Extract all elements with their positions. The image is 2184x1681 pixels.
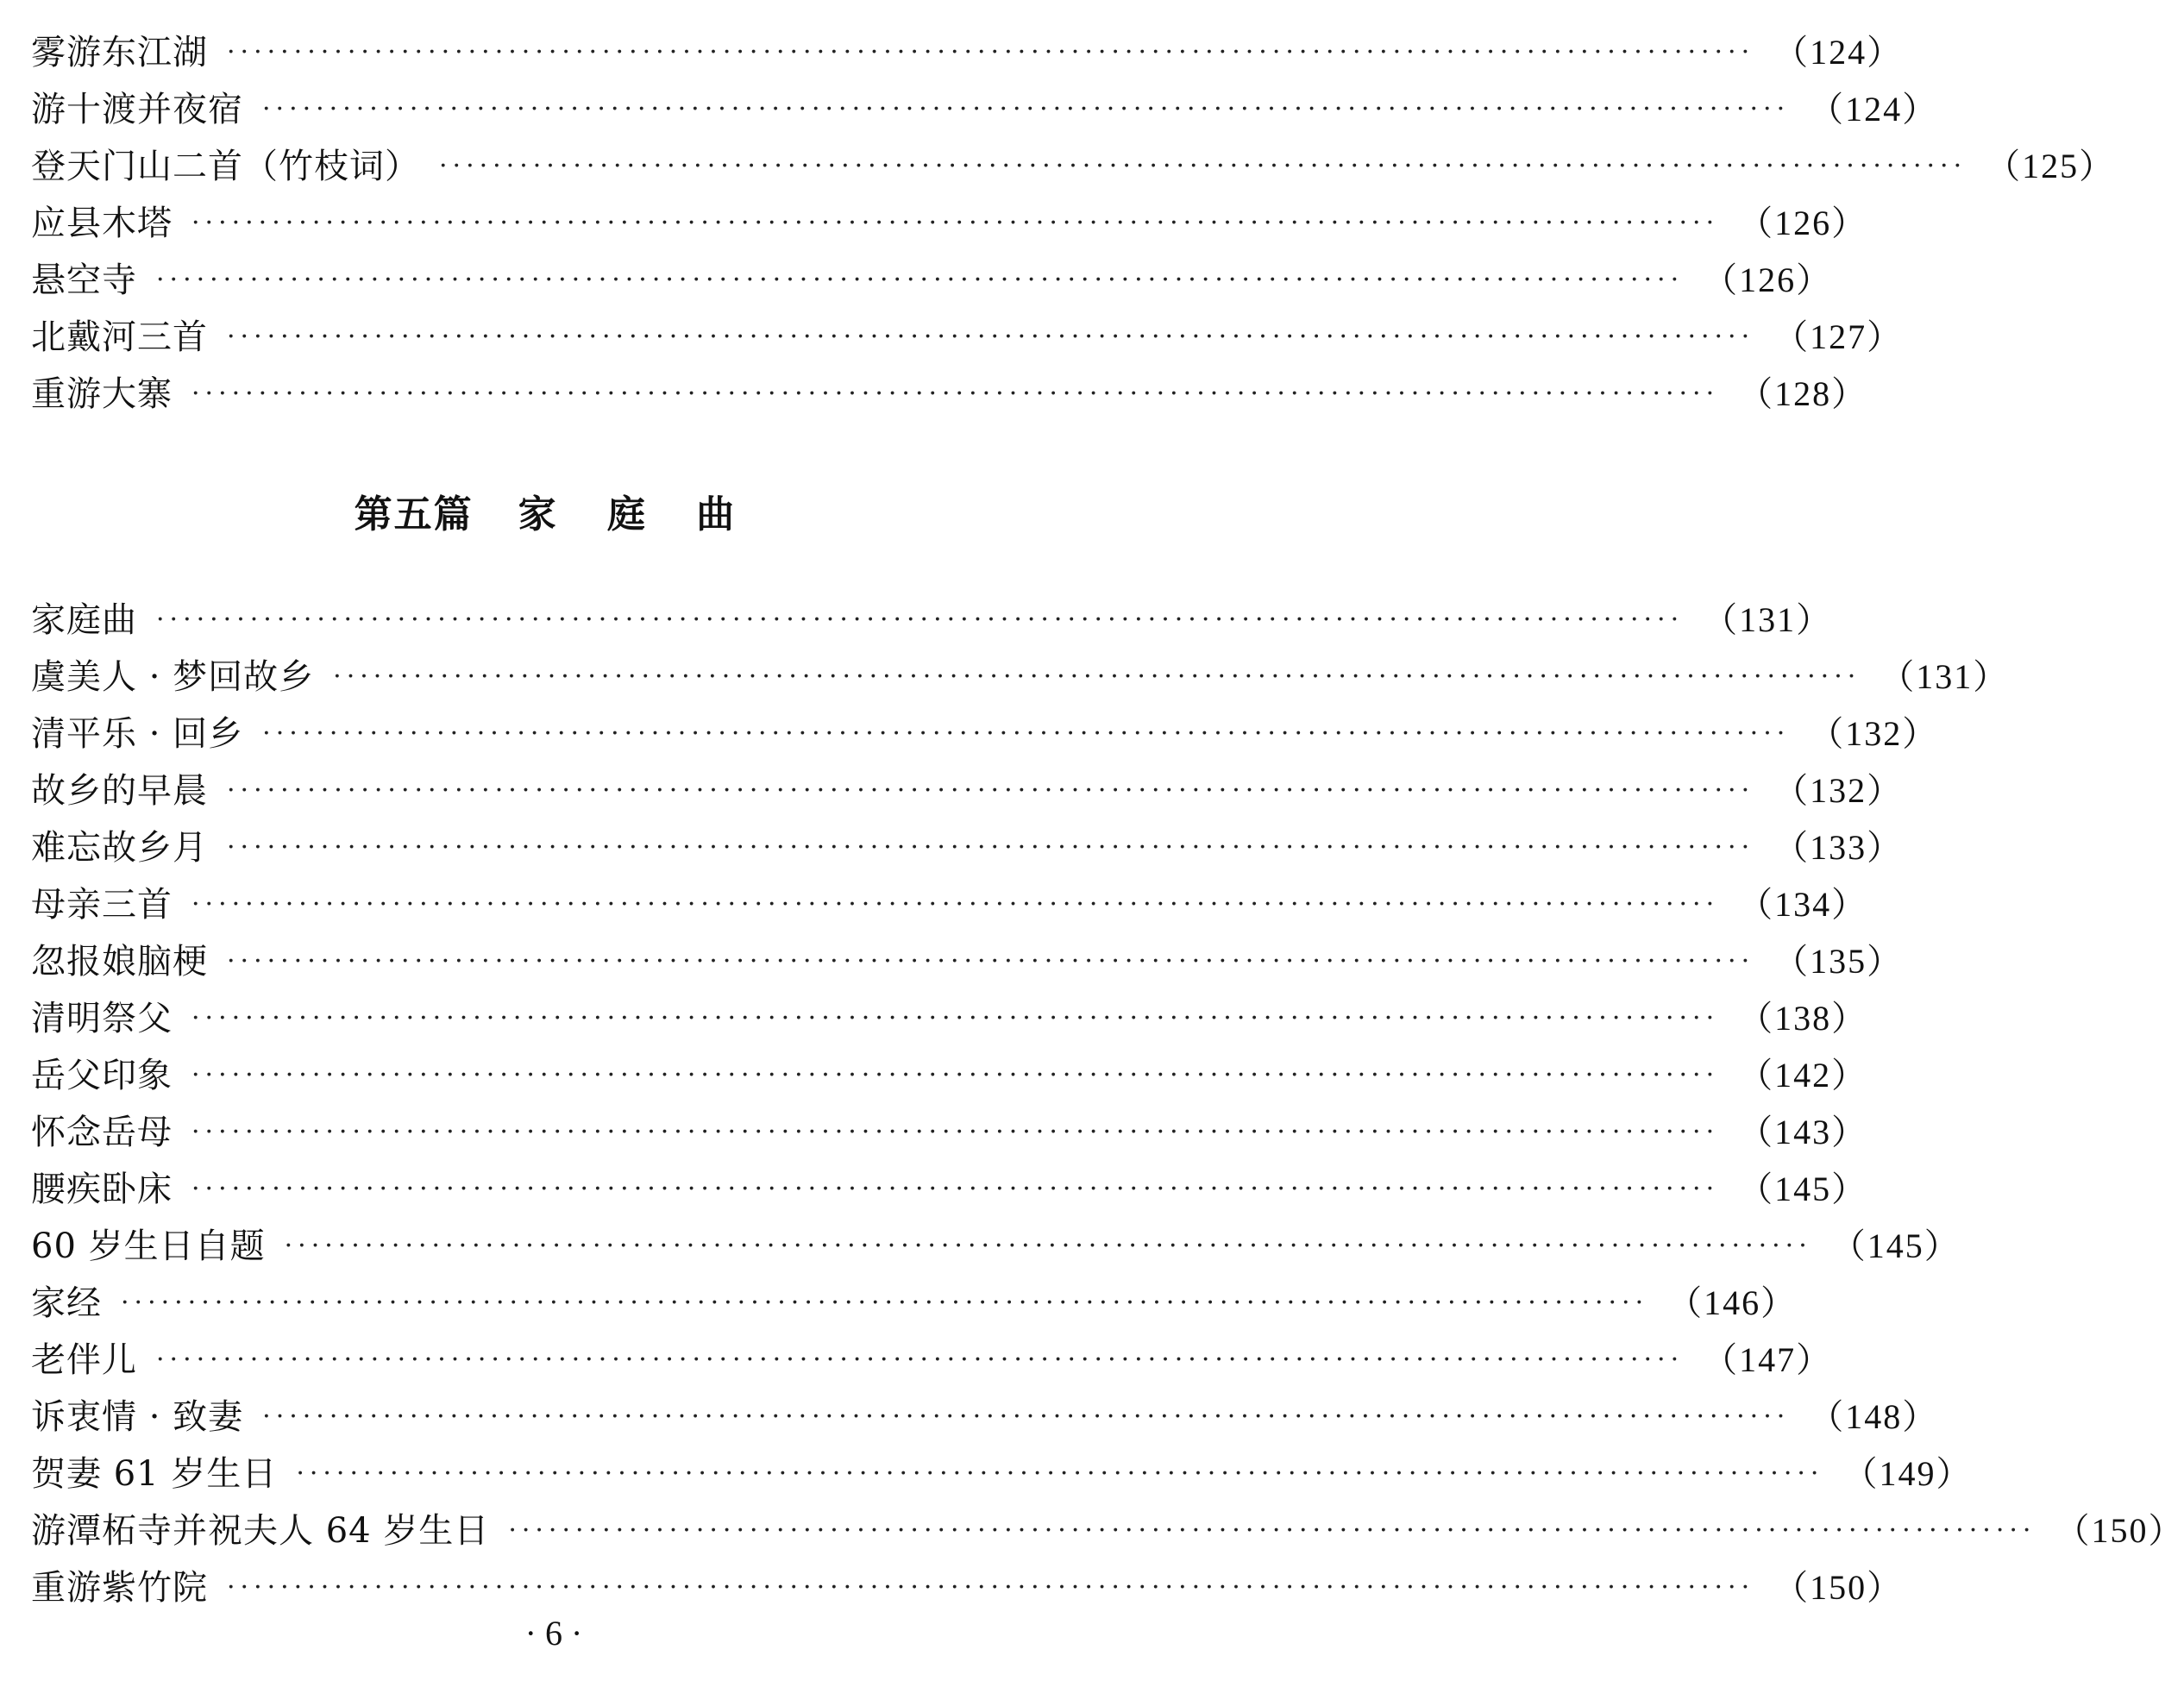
toc-entry[interactable] — [31, 1104, 1868, 1161]
entry-title: 游潭柘寺并祝夫人 64 岁生日 — [31, 1511, 490, 1551]
section-heading — [0, 483, 1108, 538]
dot-leader: ·················································································································· — [439, 151, 1967, 181]
dot-leader: ·················································································································· — [508, 1515, 2037, 1546]
dot-leader: ·················································································································· — [156, 605, 1685, 635]
toc-entry[interactable] — [31, 309, 1904, 366]
entry-title: 老伴儿 — [31, 1340, 137, 1380]
entry-page-number: （131） — [1703, 600, 1833, 639]
entry-page-number: （132） — [1773, 771, 1904, 810]
dot-leader: ·················································································································· — [191, 889, 1720, 919]
entry-page-number: （132） — [1809, 714, 1939, 753]
dot-leader: ·················································································································· — [191, 208, 1720, 238]
dot-leader: ·················································································································· — [191, 1003, 1720, 1033]
entry-title: 怀念岳母 — [31, 1113, 173, 1152]
entry-title: 腰疾卧床 — [31, 1170, 173, 1209]
dot-leader: ·················································································································· — [296, 1458, 1824, 1489]
entry-page-number: （124） — [1809, 90, 1939, 129]
toc-entry[interactable] — [31, 138, 2116, 195]
page-number: · 6 · — [524, 1614, 583, 1653]
entry-page-number: （147） — [1703, 1340, 1833, 1379]
dot-leader: ·················································································································· — [227, 322, 1755, 352]
entry-title: 诉衷情 · 致妻 — [31, 1397, 244, 1437]
toc-entry[interactable] — [31, 81, 1939, 138]
toc-entry[interactable] — [31, 762, 1904, 819]
dot-leader: ·················································································································· — [227, 946, 1755, 976]
entry-title: 虞美人 · 梦回故乡 — [31, 657, 315, 697]
toc-list-family-section — [31, 592, 2184, 1616]
entry-page-number: （124） — [1773, 33, 1904, 72]
dot-leader: ·················································································································· — [227, 832, 1755, 862]
entry-page-number: （126） — [1738, 204, 1868, 242]
toc-entry[interactable] — [31, 876, 1868, 933]
entry-page-number: （128） — [1738, 374, 1868, 413]
entry-title: 岳父印象 — [31, 1056, 173, 1095]
section-name: 家 庭 曲 — [518, 492, 754, 536]
entry-page-number: （145） — [1738, 1170, 1868, 1208]
entry-title: 忽报娘脑梗 — [31, 942, 208, 982]
toc-entry[interactable] — [31, 592, 1833, 649]
dot-leader: ·················································································································· — [227, 37, 1755, 67]
toc-entry[interactable] — [31, 195, 1868, 252]
entry-page-number: （134） — [1738, 885, 1868, 924]
toc-entry[interactable] — [31, 1502, 2184, 1559]
entry-page-number: （126） — [1703, 260, 1833, 299]
dot-leader: ·················································································································· — [227, 1572, 1755, 1603]
entry-title: 重游紫竹院 — [31, 1568, 208, 1608]
dot-leader: ·················································································································· — [333, 662, 1861, 692]
toc-entry[interactable] — [31, 933, 1904, 990]
entry-title: 雾游东江湖 — [31, 33, 208, 72]
toc-entry[interactable] — [31, 24, 1904, 81]
dot-leader: ·················································································································· — [262, 718, 1791, 749]
toc-entry[interactable] — [31, 1446, 1973, 1502]
dot-leader: ·················································································································· — [191, 1060, 1720, 1090]
entry-title: 清平乐 · 回乡 — [31, 714, 244, 754]
toc-list-previous-section — [31, 24, 2116, 423]
toc-entry[interactable] — [31, 1332, 1833, 1389]
entry-page-number: （133） — [1773, 828, 1904, 867]
dot-leader: ·················································································································· — [191, 1174, 1720, 1204]
entry-title: 北戴河三首 — [31, 317, 208, 357]
entry-page-number: （142） — [1738, 1056, 1868, 1095]
dot-leader: ·················································································································· — [156, 1345, 1685, 1375]
dot-leader: ·················································································································· — [121, 1288, 1649, 1318]
entry-title: 登天门山二首（竹枝词） — [31, 147, 420, 186]
entry-page-number: （149） — [1842, 1454, 1973, 1493]
toc-entry[interactable] — [31, 649, 2010, 706]
entry-title: 家经 — [31, 1283, 102, 1323]
dot-leader: ·················································································································· — [262, 94, 1791, 124]
toc-entry[interactable] — [31, 1161, 1868, 1218]
toc-entry[interactable] — [31, 252, 1833, 309]
toc-entry[interactable] — [31, 1275, 1798, 1332]
entry-title: 故乡的早晨 — [31, 771, 208, 811]
dot-leader: ·················································································································· — [156, 265, 1685, 295]
toc-entry[interactable] — [31, 990, 1868, 1047]
entry-title: 应县木塔 — [31, 204, 173, 243]
entry-page-number: （150） — [2055, 1511, 2184, 1550]
entry-title: 悬空寺 — [31, 260, 137, 300]
toc-entry[interactable] — [31, 1389, 1939, 1446]
toc-entry[interactable] — [31, 1218, 1961, 1275]
dot-leader: ·················································································································· — [191, 1117, 1720, 1147]
dot-leader: ·················································································································· — [284, 1231, 1812, 1261]
entry-page-number: （131） — [1880, 657, 2010, 696]
entry-title: 家庭曲 — [31, 600, 137, 640]
entry-page-number: （135） — [1773, 942, 1904, 981]
entry-page-number: （143） — [1738, 1113, 1868, 1151]
entry-page-number: （138） — [1738, 999, 1868, 1038]
entry-page-number: （127） — [1773, 317, 1904, 356]
toc-entry[interactable] — [31, 366, 1868, 423]
entry-title: 清明祭父 — [31, 999, 173, 1038]
entry-title: 60 岁生日自题 — [31, 1226, 266, 1266]
entry-page-number: （148） — [1809, 1397, 1939, 1436]
entry-page-number: （150） — [1773, 1568, 1904, 1607]
dot-leader: ·················································································································· — [227, 775, 1755, 806]
toc-entry[interactable] — [31, 819, 1904, 876]
entry-page-number: （146） — [1667, 1283, 1798, 1322]
entry-title: 母亲三首 — [31, 885, 173, 925]
toc-entry[interactable] — [31, 706, 1939, 762]
entry-title: 重游大寨 — [31, 374, 173, 414]
entry-title: 贺妻 61 岁生日 — [31, 1454, 278, 1494]
dot-leader: ·················································································································· — [191, 379, 1720, 409]
entry-title: 难忘故乡月 — [31, 828, 208, 868]
entry-title: 游十渡并夜宿 — [31, 90, 243, 129]
entry-page-number: （145） — [1830, 1226, 1961, 1265]
section-label: 第五篇 — [354, 492, 474, 536]
entry-page-number: （125） — [1986, 147, 2116, 185]
toc-entry[interactable] — [31, 1559, 1904, 1616]
dot-leader: ·················································································································· — [262, 1402, 1791, 1432]
toc-entry[interactable] — [31, 1047, 1868, 1104]
